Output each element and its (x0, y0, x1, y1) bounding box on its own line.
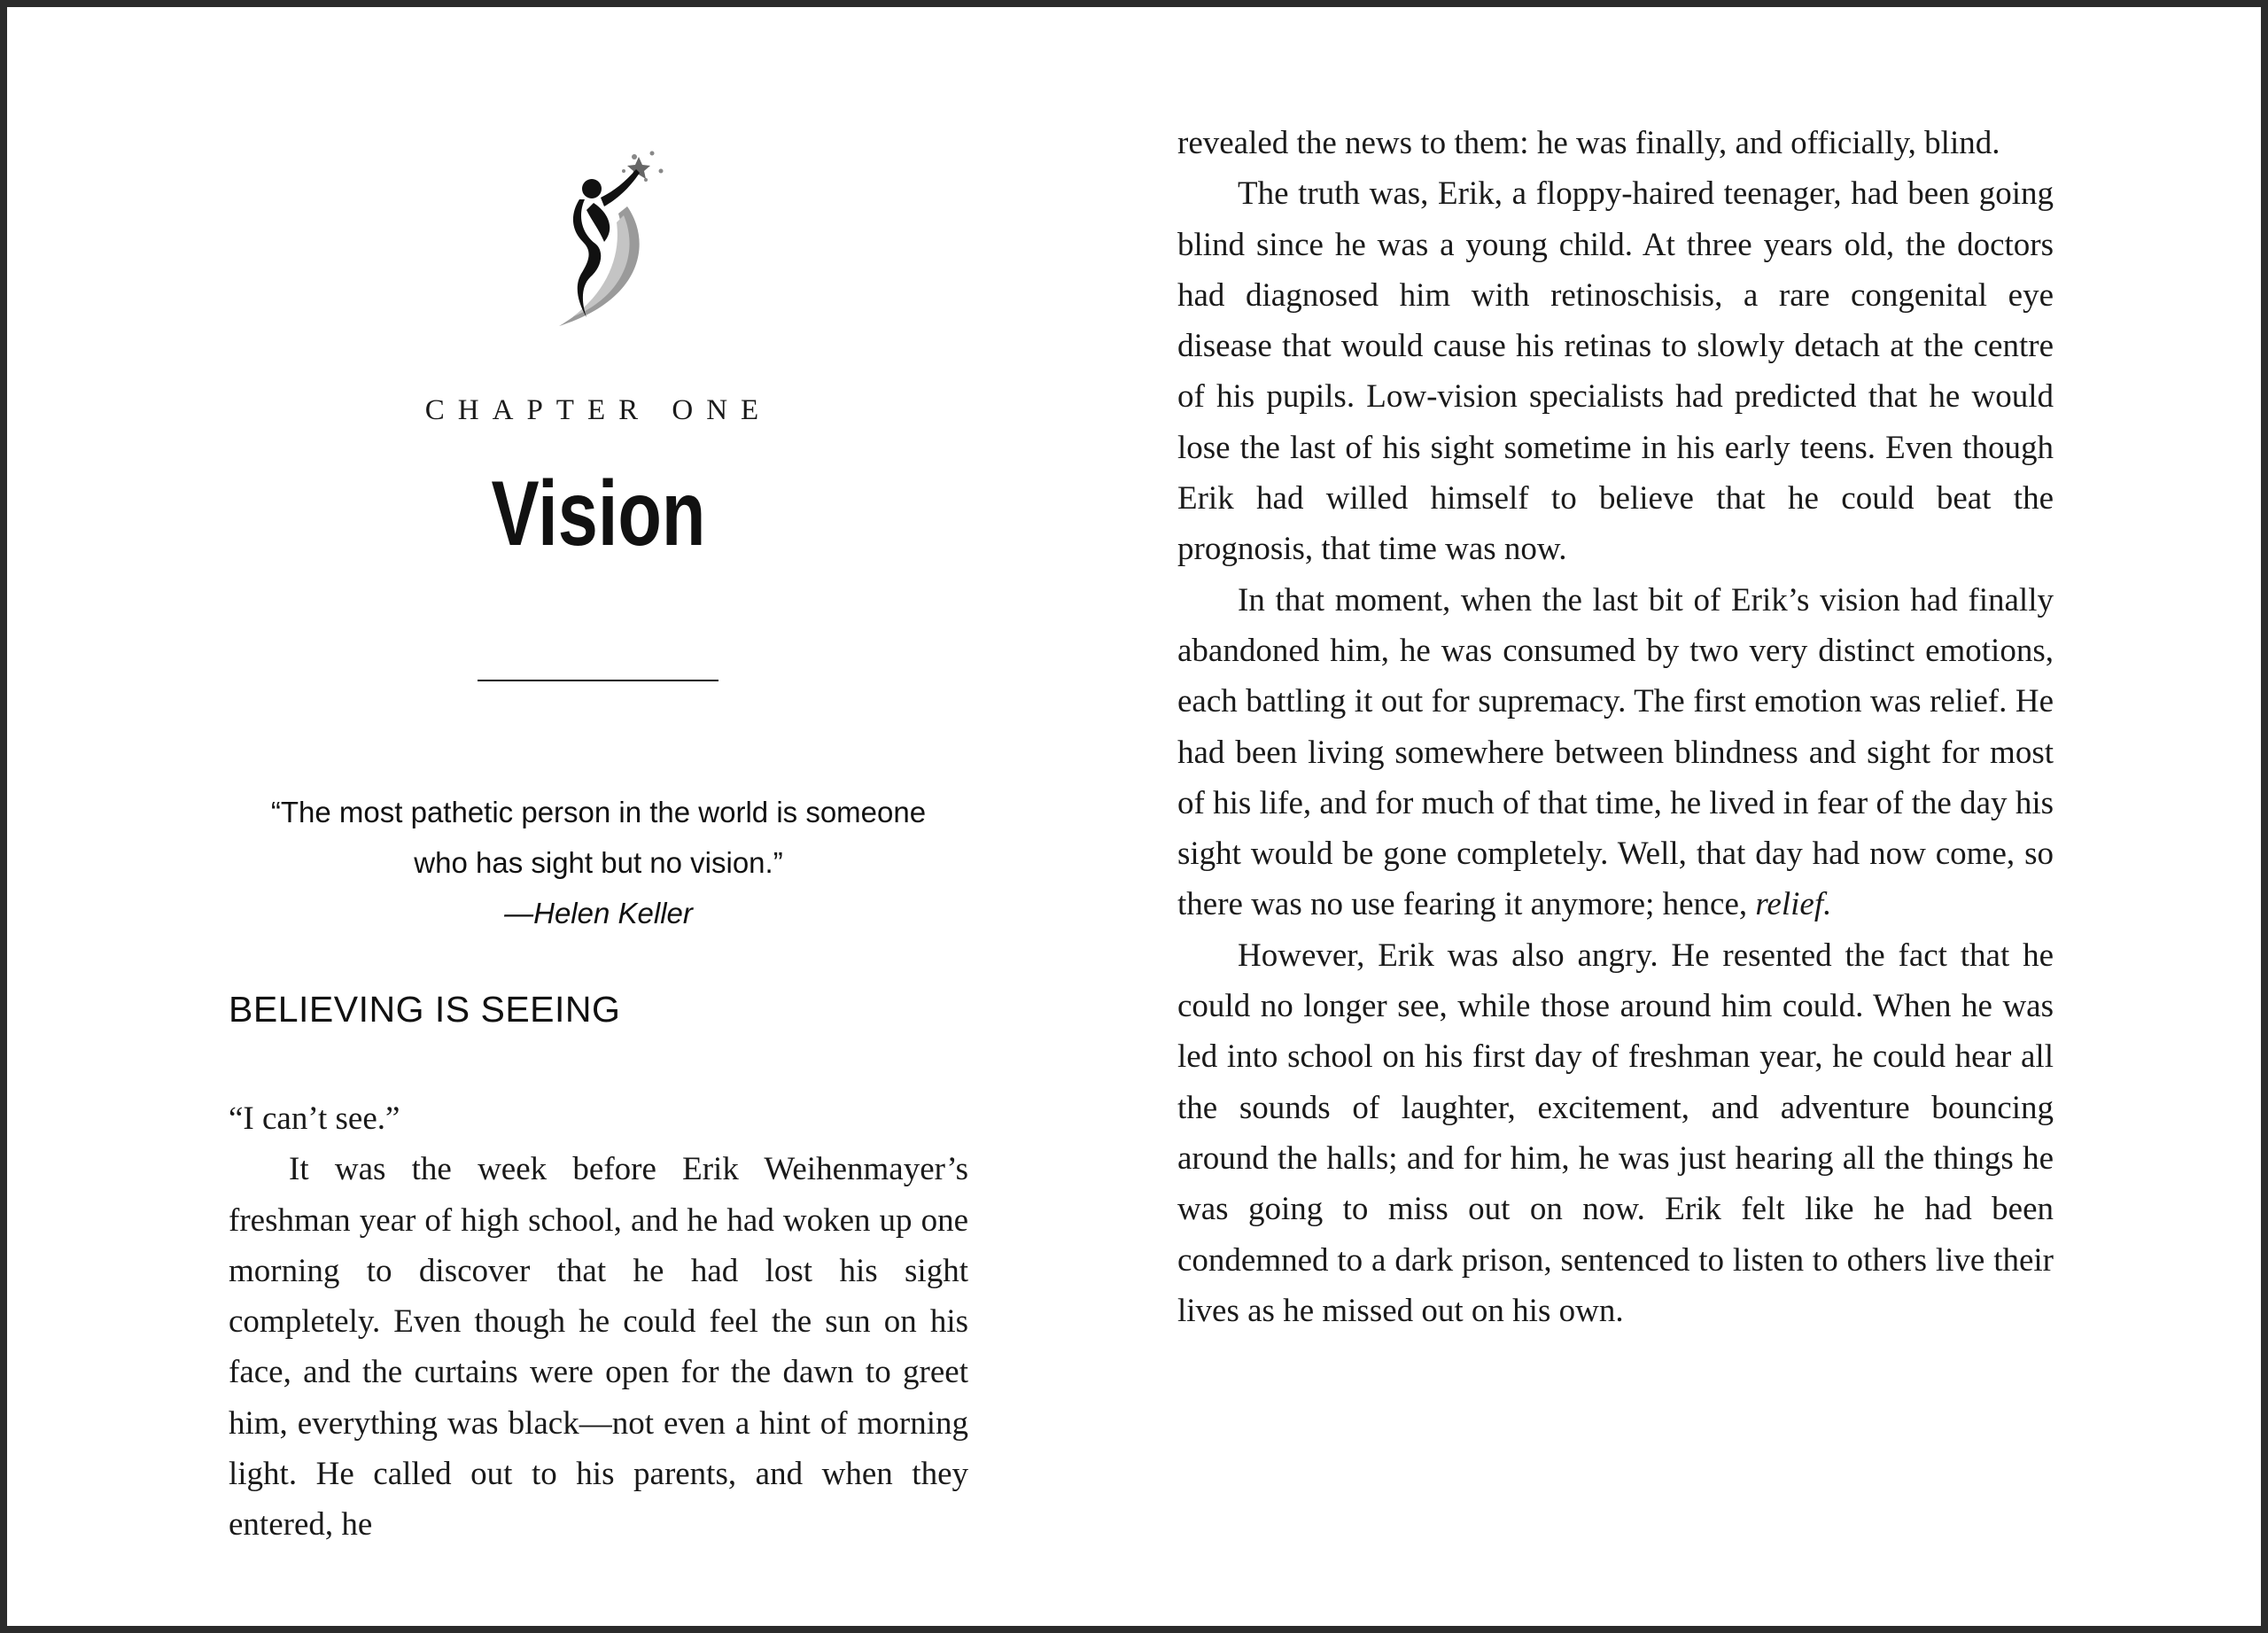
left-page (229, 7, 968, 1626)
paragraph (1177, 575, 2054, 930)
star-reaching-figure-icon (519, 144, 679, 335)
epigraph-attribution: —Helen Keller (504, 897, 693, 929)
paragraph: “I can’t see.” (229, 1100, 400, 1137)
left-body-text (229, 1093, 968, 1551)
paragraph: However, Erik was also angry. He resented the fact that he could no longer see, while those around him could. When he was led into school on his first day of freshman year, he could hear all the sounds of laughter, excitement, and adventure bouncing around the halls; and for him, he was just hearing all the things he was going to miss out on now. Erik felt like he had been condemned to a dark prison, sentenced to listen to others live their lives as he missed out on his own. (1177, 937, 2054, 1329)
paragraph: It was the week before Erik Weihenmayer’s freshman year of high school, and he had woken up one morning to discover that he had lost his sight completely. Even though he could feel the sun on his face, and the curtains were open for the dawn to greet him, everything was black—not even a hint of morning light. He called out to his parents, and when they entered, he (229, 1151, 968, 1544)
epigraph (229, 787, 968, 938)
paragraph-text: In that moment, when the last bit of Erik’s vision had finally abandoned him, he was consumed by two very distinct emotions, each battling it out for supremacy. The first emotion was relief. He had been living somewhere between blindness and sight for most of his life, and for much of that time, he lived in fear of the day his sight would be gone completely. Well, that day had now come, so there was no use fearing it anymore; hence, (1177, 581, 2054, 923)
section-heading: BELIEVING IS SEEING (229, 989, 621, 1030)
chapter-title: Vision (491, 463, 706, 565)
epigraph-line: who has sight but no vision.” (414, 846, 783, 879)
epigraph-line: “The most pathetic person in the world is someone (270, 796, 927, 828)
paragraph: The truth was, Erik, a floppy-haired teenager, had been going blind since he was a young child. At three years old, the doctors had diagnosed him with retinoschisis, a rare congenital eye disease that would cause his retinas to slowly detach at the centre of his pupils. Low-vision specialists had predicted that he would lose the last of his sight sometime in his early teens. Even though Erik had willed himself to believe that he could beat the prognosis, that time was now. (1177, 175, 2054, 568)
title-divider (478, 680, 718, 681)
emphasized-word: relief. (1755, 886, 1832, 923)
right-page (1177, 118, 2054, 1336)
chapter-label: CHAPTER ONE (424, 394, 773, 426)
paragraph: revealed the news to them: he was finally, and officially, blind. (1177, 125, 2000, 161)
